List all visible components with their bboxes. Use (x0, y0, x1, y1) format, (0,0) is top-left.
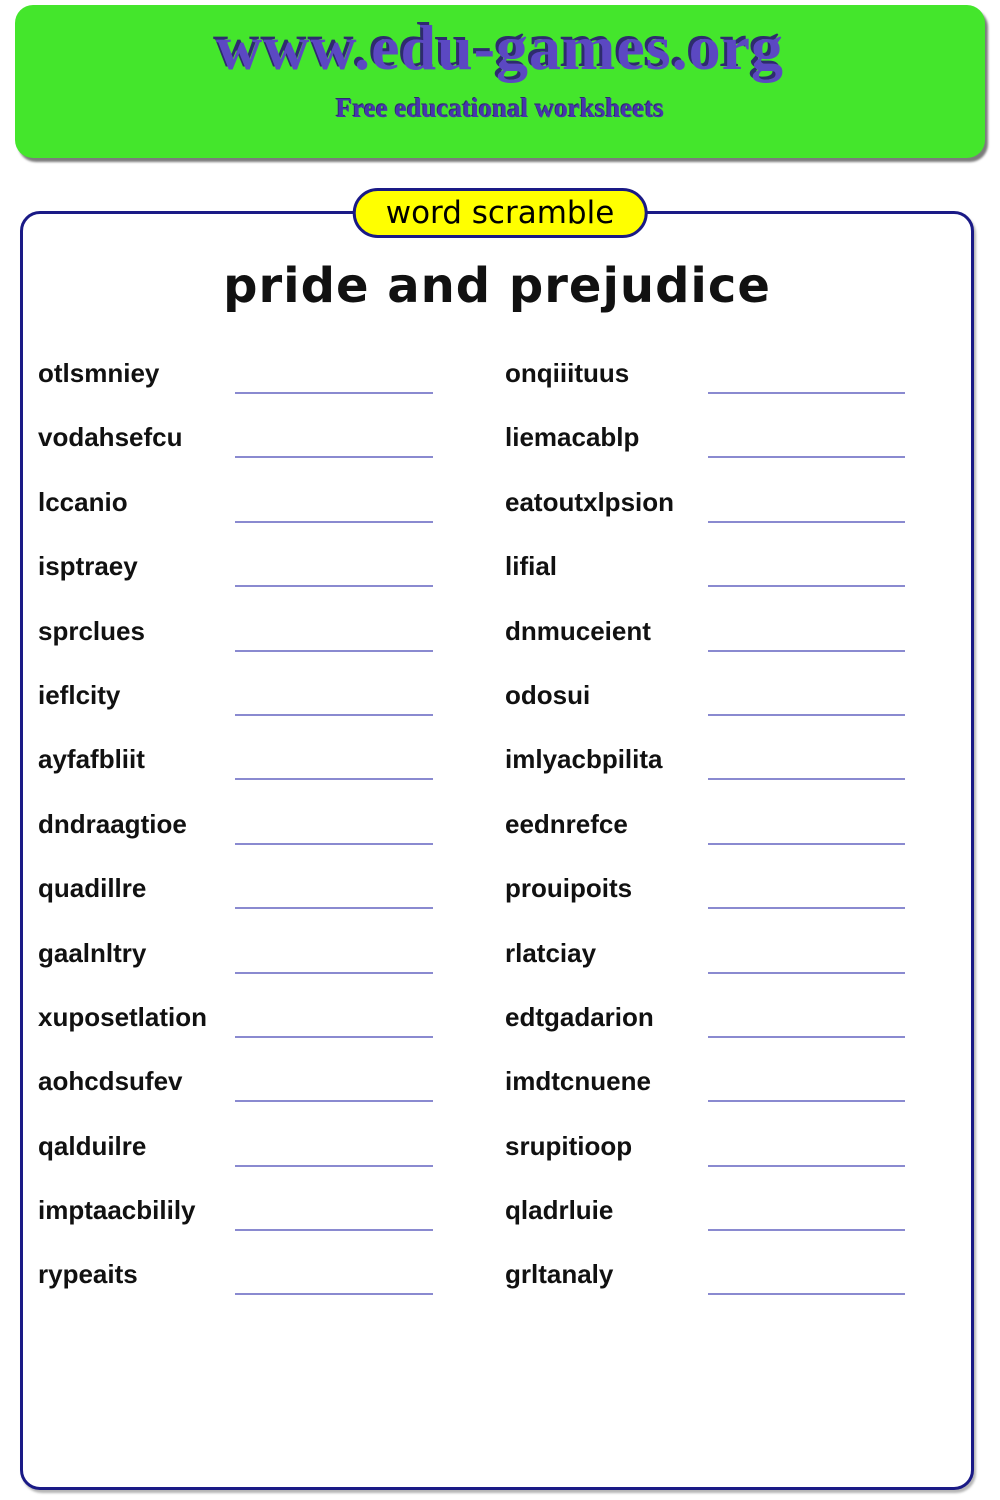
scrambled-word: lccanio (38, 486, 128, 517)
scrambled-word: rlatciay (505, 937, 597, 968)
answer-line (708, 650, 905, 652)
scrambled-word: sprclues (38, 615, 145, 646)
answer-line (708, 1100, 905, 1102)
scrambled-word: xuposetlation (38, 1001, 208, 1032)
scrambled-word: onqiiituus (505, 358, 630, 388)
word-row (505, 547, 955, 611)
scrambled-word: dndraagtioe (38, 808, 187, 839)
site-tagline: Free educational worksheets (336, 93, 664, 123)
word-row (38, 676, 488, 740)
scrambled-word: gaalnltry (38, 937, 147, 968)
answer-line (235, 1165, 433, 1167)
word-row (38, 869, 488, 933)
answer-line (708, 714, 905, 716)
word-row (505, 354, 955, 418)
answer-line (235, 907, 433, 909)
word-row (38, 418, 488, 482)
answer-line (708, 1036, 905, 1038)
scrambled-word: lifial (505, 551, 558, 582)
answer-line (235, 650, 433, 652)
scrambled-word: eatoutxlpsion (505, 486, 675, 517)
scrambled-word: imptaacbilily (38, 1195, 196, 1226)
scrambled-word: isptraey (38, 551, 138, 582)
word-row (505, 805, 955, 869)
answer-line (235, 778, 433, 780)
word-column-left (38, 354, 488, 1320)
scrambled-word: prouipoits (505, 873, 633, 904)
site-banner[interactable] (15, 5, 985, 158)
word-row (505, 418, 955, 482)
answer-line (235, 456, 433, 458)
worksheet-title: pride and prejudice (223, 258, 771, 314)
answer-line (235, 521, 433, 523)
answer-line (708, 392, 905, 394)
word-row (505, 1255, 955, 1319)
word-row (505, 934, 955, 998)
worksheet-type-badge: word scramble (353, 188, 648, 238)
scrambled-word: aohcdsufev (38, 1066, 183, 1097)
scrambled-word: qalduilre (38, 1130, 147, 1161)
word-row (505, 1127, 955, 1191)
scrambled-word: grltanaly (505, 1259, 614, 1290)
word-row (505, 1062, 955, 1126)
word-column-right (505, 354, 955, 1320)
answer-line (708, 1293, 905, 1295)
word-row (38, 1191, 488, 1255)
scrambled-word: dnmuceient (505, 615, 651, 646)
answer-line (235, 585, 433, 587)
word-row (505, 740, 955, 804)
word-row (38, 934, 488, 998)
answer-line (708, 907, 905, 909)
word-row (38, 1127, 488, 1191)
scrambled-word: imlyacbpilita (505, 744, 663, 775)
answer-line (235, 843, 433, 845)
scrambled-word: srupitioop (505, 1130, 633, 1161)
answer-line (235, 972, 433, 974)
word-row (505, 869, 955, 933)
answer-line (235, 1229, 433, 1231)
word-row (38, 998, 488, 1062)
scrambled-word: liemacablp (505, 422, 640, 453)
word-row (38, 805, 488, 869)
word-row (38, 547, 488, 611)
scrambled-word: vodahsefcu (38, 422, 183, 453)
word-row (38, 740, 488, 804)
scrambled-word: ayfafbliit (38, 744, 145, 775)
answer-line (708, 1229, 905, 1231)
scrambled-word: otlsmniey (38, 358, 160, 388)
scrambled-word: rypeaits (38, 1259, 138, 1290)
word-row (38, 612, 488, 676)
word-row (38, 483, 488, 547)
answer-line (708, 456, 905, 458)
scrambled-word: quadillre (38, 873, 147, 904)
scrambled-word: imdtcnuene (505, 1066, 651, 1097)
site-url[interactable]: www.edu-games.org (215, 12, 785, 83)
word-row (38, 354, 488, 418)
answer-line (708, 778, 905, 780)
word-row (505, 612, 955, 676)
scrambled-word: ieflcity (38, 679, 121, 710)
answer-line (708, 972, 905, 974)
answer-line (708, 843, 905, 845)
scrambled-word: qladrluie (505, 1195, 614, 1226)
scrambled-word: edtgadarion (505, 1001, 654, 1032)
scrambled-word: eednrefce (505, 808, 628, 839)
word-row (505, 998, 955, 1062)
answer-line (235, 1100, 433, 1102)
answer-line (235, 1293, 433, 1295)
scrambled-word: odosui (505, 679, 591, 710)
word-row (505, 483, 955, 547)
worksheet-box (20, 211, 974, 1490)
word-list (23, 354, 971, 1344)
answer-line (235, 392, 433, 394)
answer-line (235, 1036, 433, 1038)
answer-line (235, 714, 433, 716)
word-row (38, 1255, 488, 1319)
answer-line (708, 1165, 905, 1167)
answer-line (708, 585, 905, 587)
word-row (38, 1062, 488, 1126)
word-row (505, 1191, 955, 1255)
answer-line (708, 521, 905, 523)
word-row (505, 676, 955, 740)
